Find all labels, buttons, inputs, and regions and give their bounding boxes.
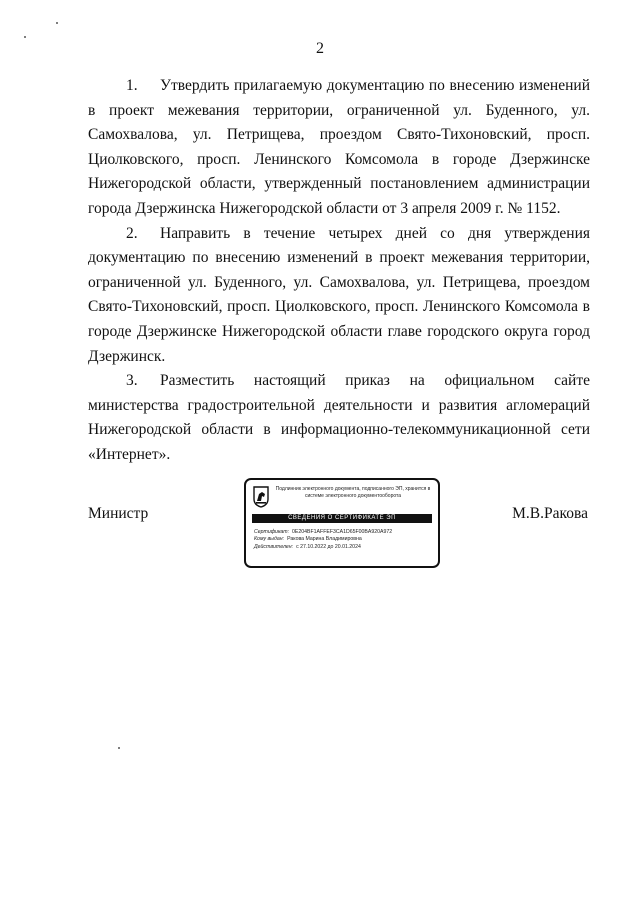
- scan-speck: [24, 36, 26, 38]
- valid-row: [254, 544, 434, 551]
- scan-speck: [118, 747, 120, 749]
- page-number: 2: [316, 40, 324, 57]
- coat-of-arms-icon: [253, 486, 269, 508]
- certificate-label: Сертификат:: [254, 529, 290, 535]
- certificate-row: [254, 529, 434, 536]
- issued-to-label: Кому выдан:: [254, 536, 285, 543]
- stamp-note: Подлинник электронного документа, подписанного ЭП, хранится в системе электронного документооборота: [275, 486, 431, 499]
- paragraph-text: Разместить настоящий приказ на официальном сайте министерства градостроительной деятельности и развития агломераций Нижегородской области в информационно-телекоммуникационной сети «Интернет».: [88, 372, 590, 463]
- paragraph-1: [88, 74, 590, 222]
- paragraph-number: 1.: [126, 77, 138, 94]
- paragraph-3: [88, 369, 590, 467]
- stamp-header: СВЕДЕНИЯ О СЕРТИФИКАТЕ ЭП: [252, 514, 432, 523]
- certificate-details: [254, 529, 434, 551]
- electronic-signature-stamp: [244, 478, 440, 568]
- certificate-value: 0E204BF1AFFEF3CA1D65F00BA920A972: [292, 529, 393, 535]
- signatory-position: Министр: [88, 505, 149, 522]
- valid-value: с 27.10.2022 до 20.01.2024: [296, 543, 361, 550]
- issued-to-value: Ракова Марина Владимировна: [287, 536, 362, 543]
- issued-to-row: [254, 536, 434, 543]
- paragraph-number: 2.: [126, 224, 138, 242]
- valid-label: Действителен:: [254, 543, 294, 550]
- document-body: [88, 74, 590, 468]
- signatory-name: М.В.Ракова: [512, 505, 588, 522]
- paragraph-2: [88, 222, 590, 370]
- paragraph-text: Направить в течение четырех дней со дня утверждения документацию по внесению изменений в проект межевания территории, ограниченной ул. Буденного, ул. Самохвалова, ул. Петрищева, проездом Свято-Тихоновский, просп. Циолковского, просп. Ленинского Комсомола в городе Дзержинске Нижегородской области главе городского округа город Дзержинск.: [88, 224, 590, 365]
- paragraph-number: 3.: [126, 372, 138, 390]
- paragraph-text: Утвердить прилагаемую документацию по внесению изменений в проект межевания территории, ограниченной ул. Буденного, ул. Самохвалова, ул. Петрищева, проездом Свято-Тихоновский, просп. Циолковского, просп. Ленинского Комсомола в городе Дзержинске Нижегородской области, утвержденный постановлением администрации города Дзержинска Нижегородской области от 3 апреля 2009 г. № 1152.: [88, 77, 590, 217]
- scan-speck: [56, 22, 58, 24]
